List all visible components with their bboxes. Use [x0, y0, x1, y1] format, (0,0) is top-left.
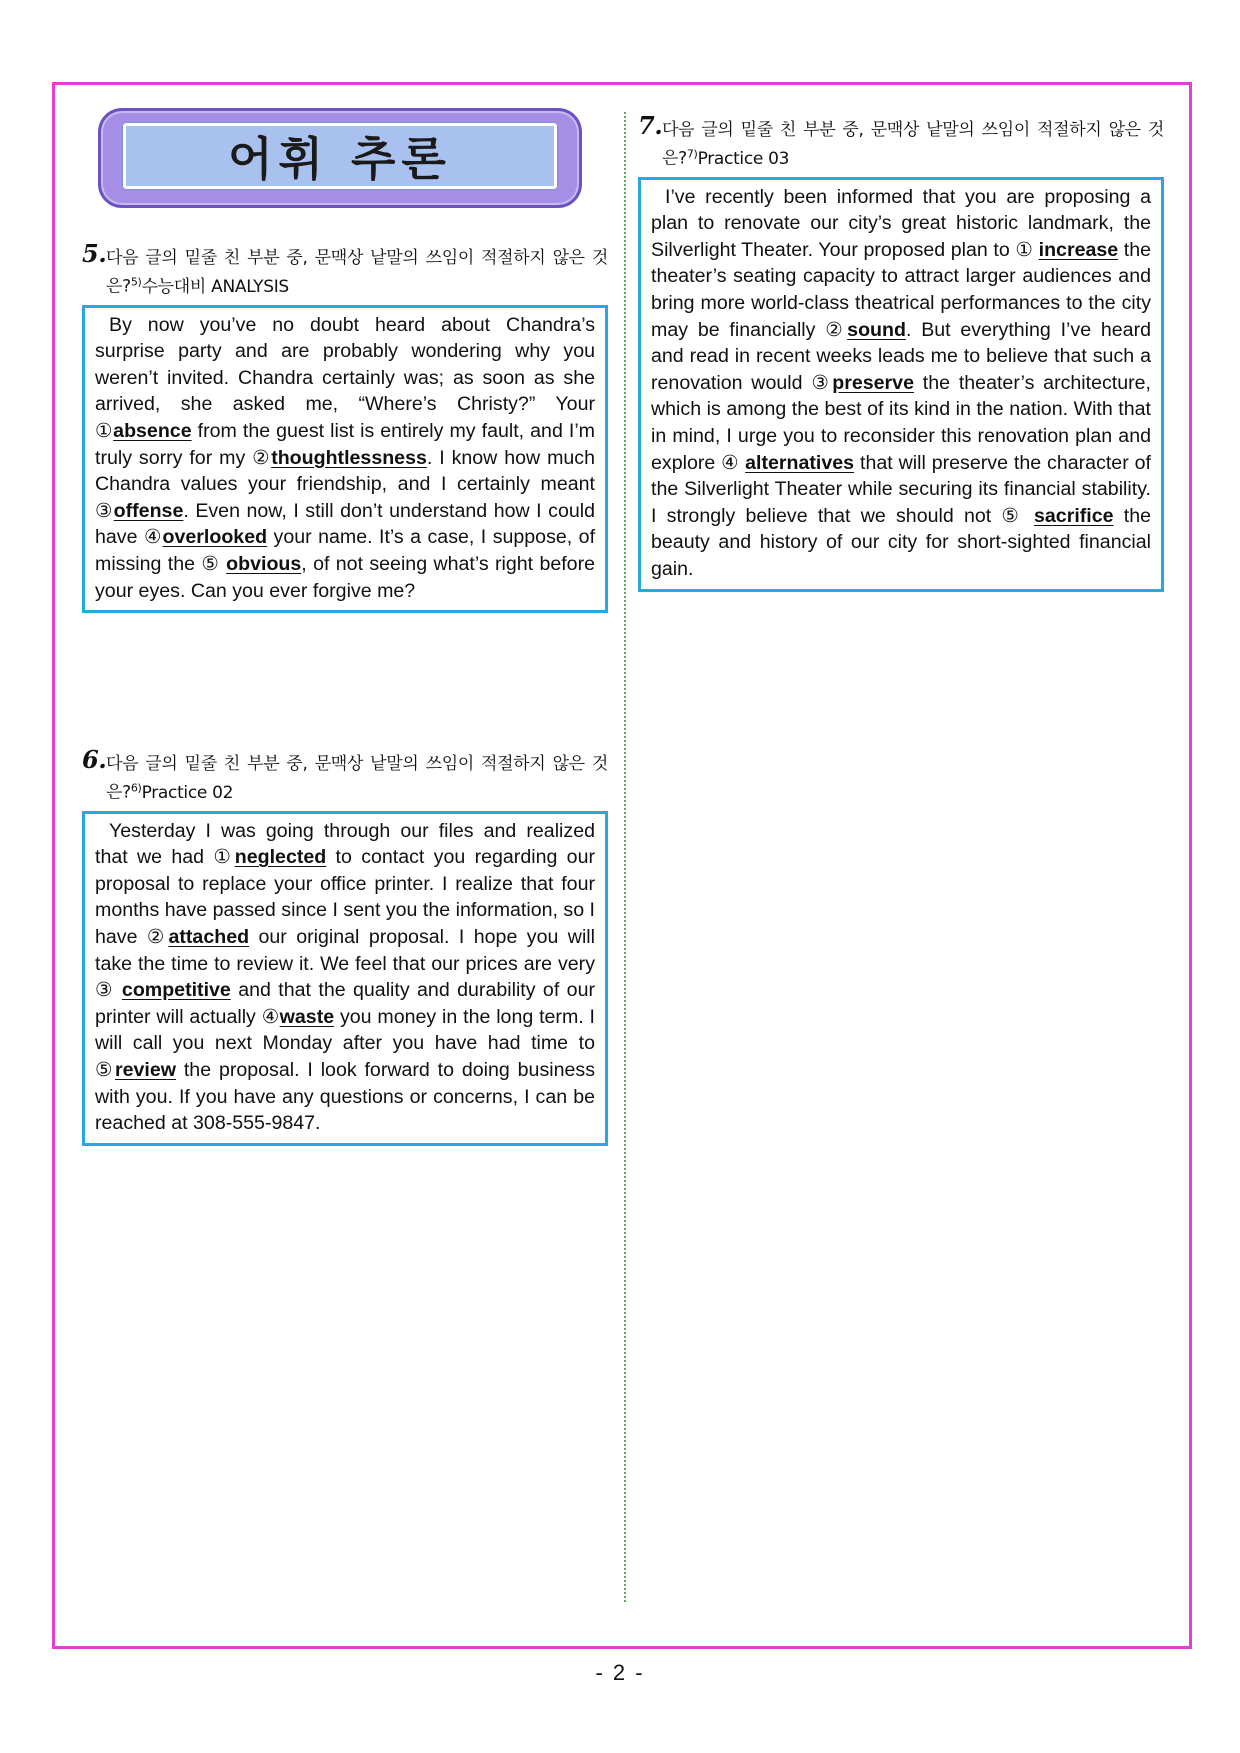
passage-box — [82, 305, 608, 614]
passage-text: , of not seeing what’s right before your eyes. Can you ever forgive me? — [95, 553, 595, 602]
passage-text: I’ve recently been informed that you are proposing a plan to renovate our city’s great historic landmark, the Silverlight Theater. Your proposed plan to ① — [651, 185, 1151, 261]
question-number: 6. — [82, 745, 107, 774]
underlined-word: absence — [113, 420, 192, 443]
footnote-marker: 7) — [686, 147, 698, 160]
prompt-text: 다음 글의 밑줄 친 부분 중, 문맥상 낱말의 쓰임이 적절하지 않은 것은? — [106, 754, 608, 803]
underlined-word: waste — [279, 1005, 335, 1028]
question-7 — [638, 111, 1164, 592]
underlined-word: increase — [1038, 238, 1119, 261]
passage-text: our original proposal. I hope you will take the time to review it. We feel that our prices are very ③ — [95, 926, 596, 1002]
question-source: 수능대비 ANALYSIS — [141, 276, 289, 297]
question-source: Practice 03 — [697, 148, 790, 169]
passage-text: from the guest list is entirely my fault, and I’m truly sorry for my ② — [95, 420, 595, 469]
passage-text: you money in the long term. I will call you next Monday after you have had time to ⑤ — [95, 1005, 595, 1081]
underlined-word: review — [114, 1059, 176, 1081]
prompt-text: 다음 글의 밑줄 친 부분 중, 문맥상 낱말의 쓰임이 적절하지 않은 것은? — [106, 248, 608, 297]
question-prompt — [638, 111, 1164, 171]
underlined-word: alternatives — [745, 451, 855, 474]
underlined-word: competitive — [121, 979, 231, 1002]
underlined-word: attached — [168, 926, 250, 949]
question-prompt — [82, 745, 608, 805]
question-number: 7. — [638, 111, 663, 140]
footnote-marker: 5) — [130, 275, 142, 288]
passage-text: the beauty and history of our city for short-sighted financial gain. — [651, 504, 1151, 580]
passage-text: your name. It’s a case, I suppose, of missing the ⑤ — [95, 526, 596, 575]
underlined-word: sacrifice — [1034, 504, 1114, 527]
prompt-text: 다음 글의 밑줄 친 부분 중, 문맥상 낱말의 쓰임이 적절하지 않은 것은? — [662, 120, 1164, 169]
passage-text: the theater’s architecture, which is among the best of its kind in the nation. With that in mind, I urge you to reconsider this renovation plan and explore ④ — [651, 371, 1151, 474]
passage-text: . But everything I’ve heard and read in recent weeks leads me to believe that such a renovation would ③ — [651, 318, 1152, 394]
question-prompt — [82, 239, 608, 299]
question-source: Practice 02 — [141, 782, 234, 803]
passage-text: . Even now, I still don’t understand how I could have ④ — [95, 499, 595, 549]
underlined-word: obvious — [226, 553, 302, 575]
passage-text: . I know how much Chandra values your friendship, and I certainly meant ③ — [95, 446, 595, 522]
passage-box — [82, 811, 608, 1146]
column-divider — [624, 112, 626, 1602]
footnote-marker: 6) — [130, 781, 142, 794]
passage-text: the theater’s seating capacity to attract larger audiences and bring more world-class theatrical performances to the city may be financially ② — [651, 238, 1151, 341]
underlined-word: overlooked — [162, 526, 268, 549]
title-banner-inner — [123, 123, 557, 189]
passage-text: to contact you regarding our proposal to replace your office printer. I realize that four months have passed since I sent you the information, so I have ② — [95, 846, 595, 949]
passage-box — [638, 177, 1164, 592]
question-6 — [82, 745, 608, 1146]
passage-text: and that the quality and durability of our printer will actually ④ — [95, 979, 595, 1028]
underlined-word: sound — [847, 318, 906, 341]
question-number: 5. — [82, 239, 107, 268]
title-banner — [98, 108, 582, 208]
underlined-word: preserve — [832, 371, 914, 394]
underlined-word: neglected — [234, 846, 327, 869]
passage-text: the proposal. I look forward to doing business with you. If you have any questions or concerns, I can be reached at 308-555-9847. — [95, 1059, 595, 1135]
underlined-word: offense — [113, 499, 184, 522]
passage-text: By now you’ve no doubt heard about Chandra’s surprise party and are probably wondering why you weren’t invited. Chandra certainly was; as soon as she arrived, she asked me, “Where’s Christy?” Your ① — [95, 313, 595, 443]
passage-text: Yesterday I was going through our files and realized that we had ① — [95, 819, 595, 869]
question-5 — [82, 239, 608, 613]
underlined-word: thoughtlessness — [271, 446, 427, 469]
section-title: 어휘 추론 — [228, 132, 452, 186]
passage-text: that will preserve the character of the Silverlight Theater while securing its financial stability. I strongly believe that we should not ⑤ — [651, 451, 1151, 527]
page-number: - 2 - — [595, 1660, 645, 1685]
